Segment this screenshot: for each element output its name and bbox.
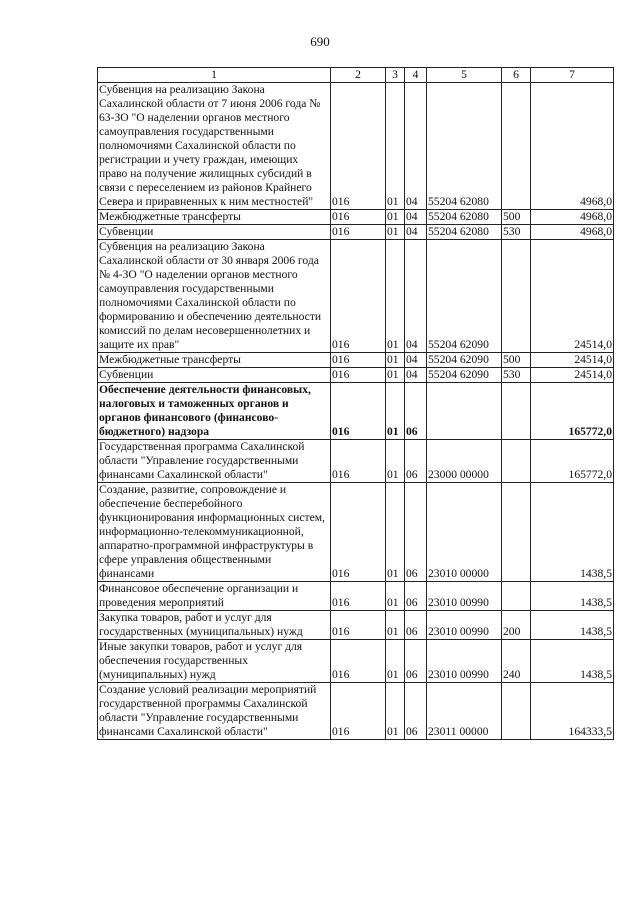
table-row	[98, 582, 614, 611]
gp-code: 016	[331, 640, 386, 683]
amount: 4968,0	[531, 225, 614, 240]
column-header: 1	[98, 68, 331, 83]
target-article-code: 23010 00000	[427, 483, 502, 582]
target-article-code: 55204 62090	[427, 240, 502, 353]
expense-type-code	[502, 440, 531, 483]
expense-type-code: 530	[502, 225, 531, 240]
section-code: 01	[386, 240, 405, 353]
subsection-code: 04	[405, 240, 427, 353]
gp-code: 016	[331, 483, 386, 582]
expense-type-code: 200	[502, 611, 531, 640]
table-row	[98, 640, 614, 683]
expense-type-code	[502, 483, 531, 582]
section-code: 01	[386, 83, 405, 210]
amount: 164333,5	[531, 683, 614, 740]
row-description: Межбюджетные трансферты	[98, 353, 331, 368]
row-description: Межбюджетные трансферты	[98, 210, 331, 225]
amount: 1438,5	[531, 611, 614, 640]
amount: 24514,0	[531, 353, 614, 368]
row-description: Закупка товаров, работ и услуг для государственных (муниципальных) нужд	[98, 611, 331, 640]
row-description: Государственная программа Сахалинской области "Управление государственными финансами Сахалинской области"	[98, 440, 331, 483]
section-code: 01	[386, 640, 405, 683]
subsection-code: 06	[405, 582, 427, 611]
column-header: 5	[427, 68, 502, 83]
amount: 4968,0	[531, 210, 614, 225]
section-code: 01	[386, 483, 405, 582]
subsection-code: 04	[405, 83, 427, 210]
gp-code: 016	[331, 240, 386, 353]
subsection-code: 06	[405, 683, 427, 740]
subsection-code: 04	[405, 210, 427, 225]
table-row	[98, 240, 614, 353]
column-header: 3	[386, 68, 405, 83]
expense-type-code	[502, 582, 531, 611]
amount: 165772,0	[531, 440, 614, 483]
target-article-code: 55204 62080	[427, 225, 502, 240]
subsection-code: 06	[405, 611, 427, 640]
expense-type-code: 500	[502, 353, 531, 368]
table-row	[98, 611, 614, 640]
amount: 24514,0	[531, 368, 614, 383]
subsection-code: 06	[405, 383, 427, 440]
table-row	[98, 368, 614, 383]
column-header: 2	[331, 68, 386, 83]
gp-code: 016	[331, 582, 386, 611]
target-article-code: 23011 00000	[427, 683, 502, 740]
target-article-code	[427, 383, 502, 440]
expense-type-code: 240	[502, 640, 531, 683]
column-header: 7	[531, 68, 614, 83]
column-header: 4	[405, 68, 427, 83]
section-code: 01	[386, 353, 405, 368]
table-row	[98, 210, 614, 225]
gp-code: 016	[331, 210, 386, 225]
target-article-code: 55204 62090	[427, 368, 502, 383]
row-description: Субвенции	[98, 225, 331, 240]
amount: 1438,5	[531, 640, 614, 683]
table-row	[98, 225, 614, 240]
row-description: Финансовое обеспечение организации и проведения мероприятий	[98, 582, 331, 611]
gp-code: 016	[331, 683, 386, 740]
subsection-code: 06	[405, 483, 427, 582]
gp-code: 016	[331, 225, 386, 240]
target-article-code: 23010 00990	[427, 582, 502, 611]
expense-type-code: 530	[502, 368, 531, 383]
amount: 24514,0	[531, 240, 614, 353]
target-article-code: 23010 00990	[427, 611, 502, 640]
page-number: 690	[310, 34, 330, 49]
section-code: 01	[386, 440, 405, 483]
row-description: Создание условий реализации мероприятий государственной программы Сахалинской области "Управление государственными финансами Сахалинской области"	[98, 683, 331, 740]
expense-type-code: 500	[502, 210, 531, 225]
gp-code: 016	[331, 383, 386, 440]
section-code: 01	[386, 611, 405, 640]
amount: 165772,0	[531, 383, 614, 440]
table-row	[98, 440, 614, 483]
subsection-code: 06	[405, 440, 427, 483]
section-code: 01	[386, 368, 405, 383]
budget-table	[97, 67, 614, 740]
target-article-code: 23000 00000	[427, 440, 502, 483]
subsection-code: 04	[405, 353, 427, 368]
table-row	[98, 83, 614, 210]
amount: 4968,0	[531, 83, 614, 210]
target-article-code: 55204 62080	[427, 83, 502, 210]
section-code: 01	[386, 225, 405, 240]
expense-type-code	[502, 240, 531, 353]
gp-code: 016	[331, 440, 386, 483]
target-article-code: 55204 62090	[427, 353, 502, 368]
row-description: Обеспечение деятельности финансовых, налоговых и таможенных органов и органов финансового (финансово-бюджетного) надзора	[98, 383, 331, 440]
table-row	[98, 353, 614, 368]
row-description: Субвенция на реализацию Закона Сахалинской области от 7 июня 2006 года № 63-ЗО "О наделении органов местного самоуправления государственными полномочиями Сахалинской области по регистрации и учету граждан, имеющих право на получение жилищных субсидий в связи с переселением из районов Крайнего Севера и приравненных к ним местностей"	[98, 83, 331, 210]
amount: 1438,5	[531, 582, 614, 611]
target-article-code: 55204 62080	[427, 210, 502, 225]
expense-type-code	[502, 83, 531, 210]
target-article-code: 23010 00990	[427, 640, 502, 683]
gp-code: 016	[331, 353, 386, 368]
subsection-code: 04	[405, 368, 427, 383]
section-code: 01	[386, 683, 405, 740]
header-row	[98, 68, 614, 83]
row-description: Иные закупки товаров, работ и услуг для обеспечения государственных (муниципальных) нужд	[98, 640, 331, 683]
section-code: 01	[386, 582, 405, 611]
table-row	[98, 383, 614, 440]
row-description: Создание, развитие, сопровождение и обеспечение бесперебойного функционирования информационных систем, информационно-телекоммуникационной, аппаратно-программной инфраструктуры в сфере управления общественными финансами	[98, 483, 331, 582]
section-code: 01	[386, 383, 405, 440]
section-code: 01	[386, 210, 405, 225]
expense-type-code	[502, 683, 531, 740]
amount: 1438,5	[531, 483, 614, 582]
table-row	[98, 683, 614, 740]
table-row	[98, 483, 614, 582]
row-description: Субвенции	[98, 368, 331, 383]
gp-code: 016	[331, 611, 386, 640]
gp-code: 016	[331, 83, 386, 210]
subsection-code: 06	[405, 640, 427, 683]
expense-type-code	[502, 383, 531, 440]
subsection-code: 04	[405, 225, 427, 240]
gp-code: 016	[331, 368, 386, 383]
row-description: Субвенция на реализацию Закона Сахалинской области от 30 января 2006 года № 4-ЗО "О наделении органов местного самоуправления государственными полномочиями Сахалинской области по формированию и обеспечению деятельности комиссий по делам несовершеннолетних и защите их прав"	[98, 240, 331, 353]
column-header: 6	[502, 68, 531, 83]
